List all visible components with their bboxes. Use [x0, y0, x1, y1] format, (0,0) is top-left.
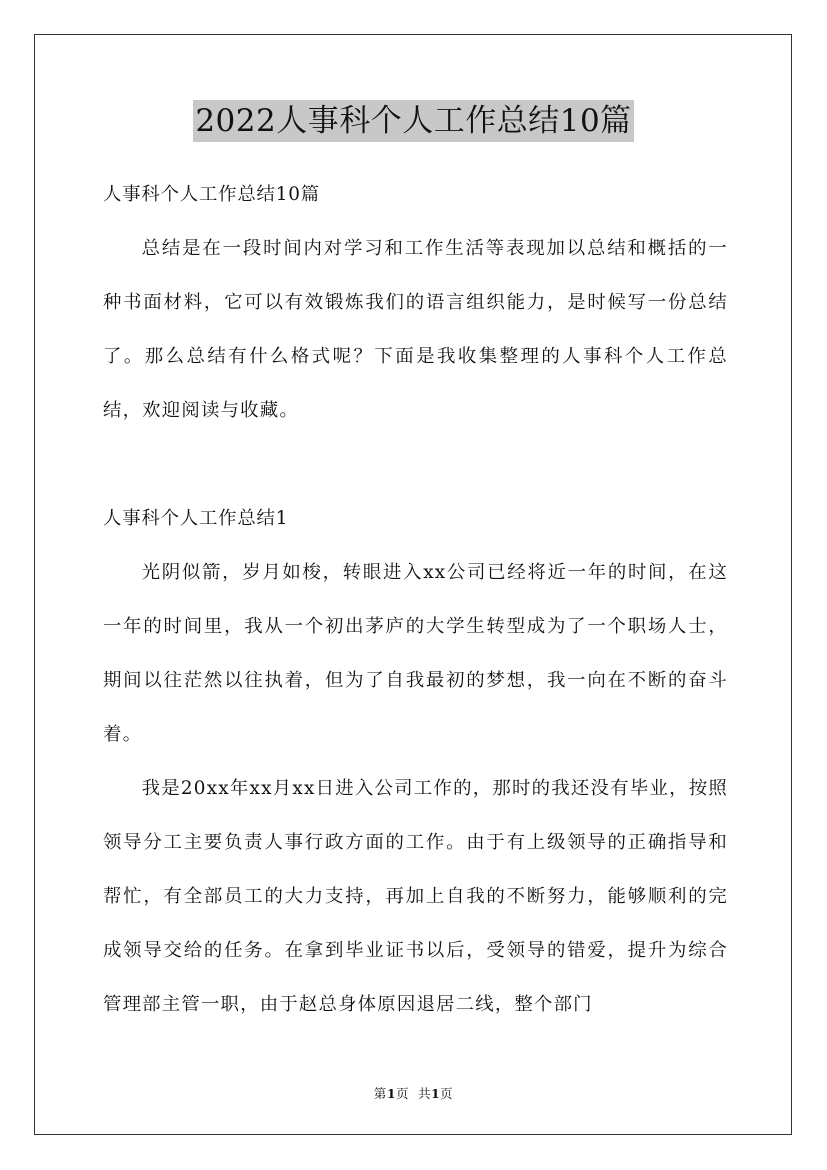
body-paragraph: 我是20xx年xx月xx日进入公司工作的，那时的我还没有毕业，按照领导分工主要负责人事行政方面的工作。由于有上级领导的正确指导和帮忙，有全部员工的大力支持，再加上自我的不断努力，能够顺利的完成领导交给的任务。在拿到毕业证书以后，受领导的错爱，提升为综合管理部主管一职，由于赵总身体原因退居二线，整个部门: [103, 778, 728, 1015]
body-paragraph: 光阴似箭，岁月如梭，转眼进入xx公司已经将近一年的时间，在这一年的时间里，我从一个初出茅庐的大学生转型成为了一个职场人士，期间以往茫然以往执着，但为了自我最初的梦想，我一向在不断的奋斗着。: [103, 562, 728, 745]
section-heading: 人事科个人工作总结10篇: [103, 184, 320, 205]
footer-page-mid: 页 共: [396, 1086, 431, 1101]
spacer: [103, 438, 728, 492]
section-heading: 人事科个人工作总结1: [103, 508, 289, 529]
footer-page-number: 1: [386, 1086, 397, 1101]
document-body: [103, 168, 728, 1032]
footer-total-pages: 1: [430, 1086, 441, 1101]
title-container: [0, 100, 827, 142]
intro-paragraph: 总结是在一段时间内对学习和工作生活等表现加以总结和概括的一种书面材料，它可以有效锻炼我们的语言组织能力，是时候写一份总结了。那么总结有什么格式呢？下面是我收集整理的人事科个人工作总结，欢迎阅读与收藏。: [103, 238, 728, 421]
page-footer: [0, 1084, 827, 1102]
footer-page-prefix: 第: [373, 1086, 387, 1101]
footer-page-suffix: 页: [440, 1086, 454, 1101]
document-title: 2022人事科个人工作总结10篇: [193, 100, 633, 142]
